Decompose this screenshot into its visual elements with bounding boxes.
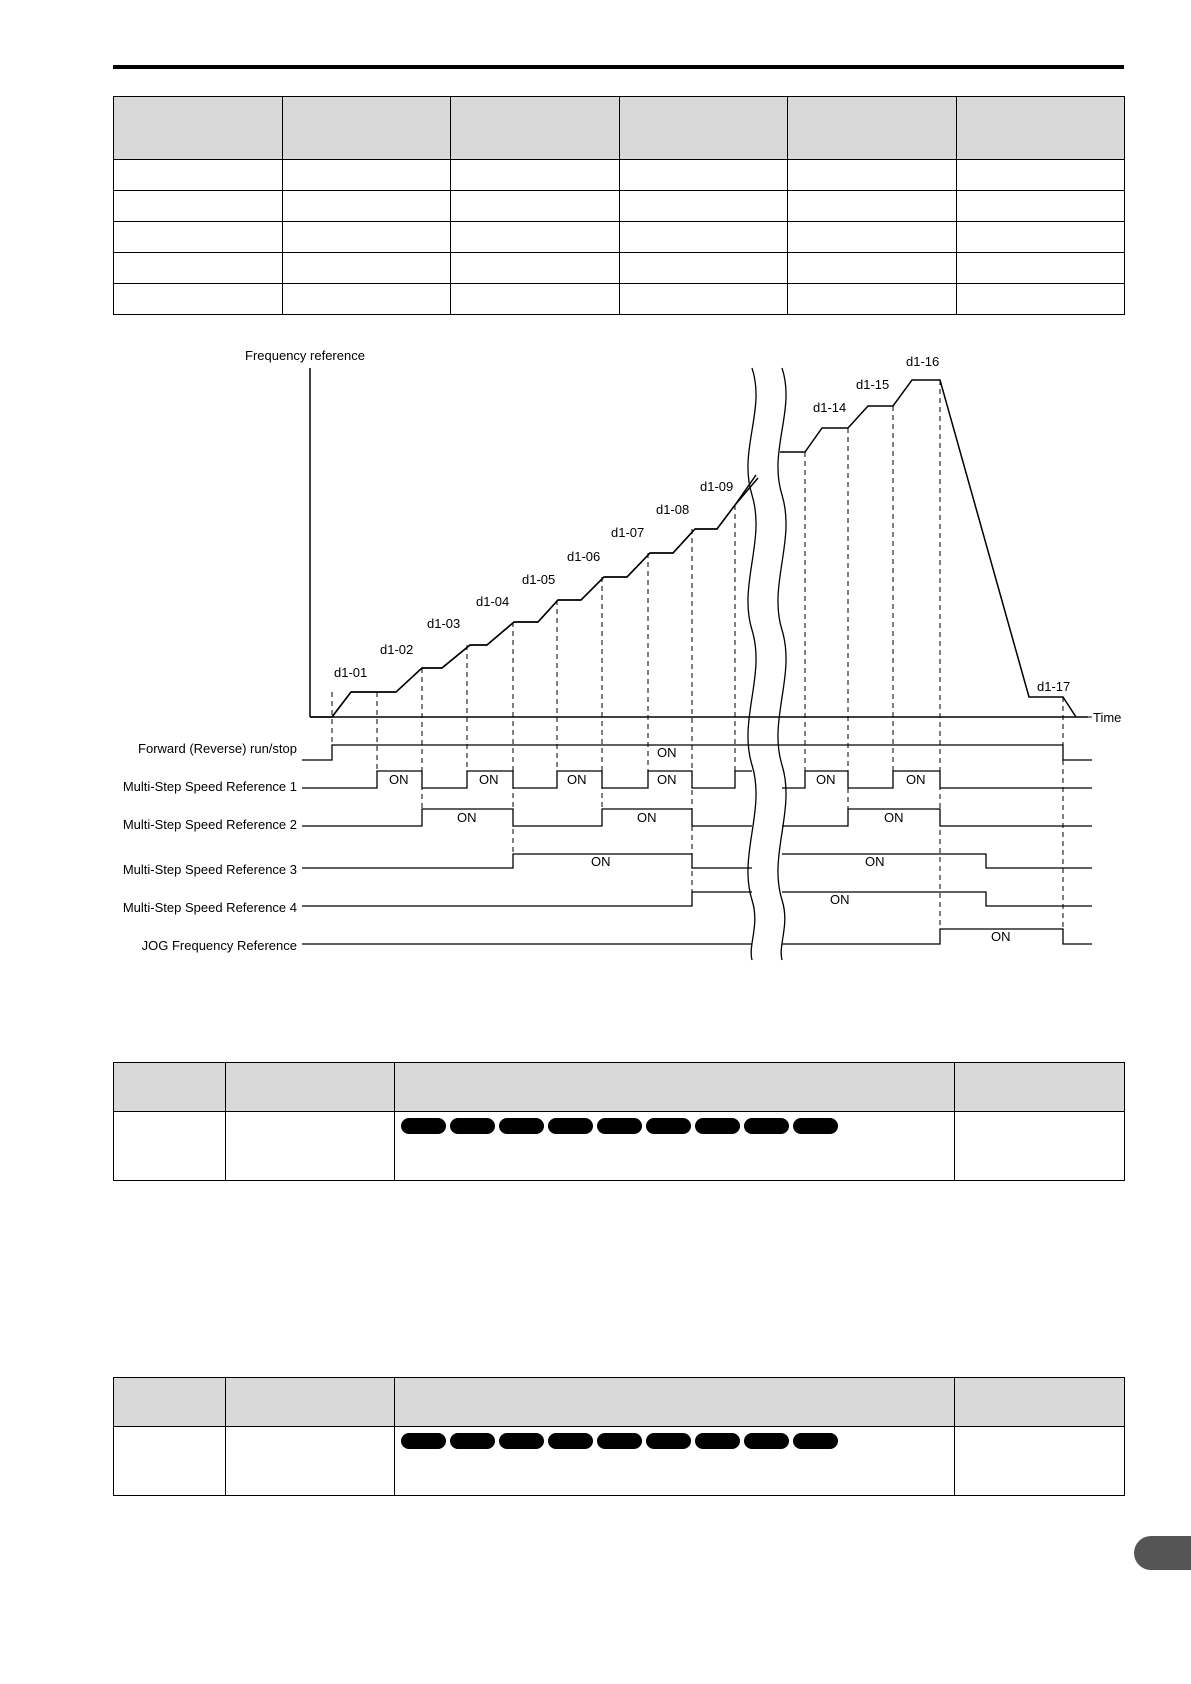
on-label: ON: [657, 772, 677, 787]
step-label: d1-05: [522, 572, 556, 587]
run-signal: [302, 745, 1092, 760]
table-row: [114, 1112, 1125, 1181]
chapter-tab: [1134, 1536, 1191, 1570]
step-label: d1-04: [476, 594, 510, 609]
on-label: ON: [637, 810, 657, 825]
on-label: ON: [906, 772, 926, 787]
control-mode-badge: [450, 1118, 495, 1134]
on-labels: [389, 745, 1011, 944]
on-label: ON: [567, 772, 587, 787]
signal-label: Multi-Step Speed Reference 1: [122, 779, 297, 794]
frequency-profile-upper: [780, 380, 1076, 717]
step-label: d1-17: [1037, 679, 1071, 694]
on-label: ON: [591, 854, 611, 869]
control-mode-badge: [548, 1433, 593, 1449]
control-mode-badge: [401, 1433, 446, 1449]
table-header-row: [114, 1063, 1125, 1112]
speed-ref-2-signal-b: [782, 809, 1092, 826]
parameter-table: [113, 1062, 1125, 1181]
step-label: d1-02: [380, 642, 414, 657]
control-mode-badge: [499, 1118, 544, 1134]
signal-label: Multi-Step Speed Reference 3: [122, 862, 297, 877]
control-mode-badge: [793, 1118, 838, 1134]
signal-label: Multi-Step Speed Reference 4: [122, 900, 297, 915]
signal-waveforms: [302, 745, 1092, 944]
on-label: ON: [830, 892, 850, 907]
on-label: ON: [816, 772, 836, 787]
control-mode-badge: [597, 1433, 642, 1449]
table-header-row: [114, 1378, 1125, 1427]
control-mode-badge: [401, 1118, 446, 1134]
on-label: ON: [865, 854, 885, 869]
frequency-axis: [310, 368, 1092, 717]
speed-ref-4-signal-b: [782, 892, 1092, 906]
control-mode-badge: [499, 1433, 544, 1449]
signal-label: Multi-Step Speed Reference 2: [122, 817, 297, 832]
on-label: ON: [389, 772, 409, 787]
control-mode-badge: [793, 1433, 838, 1449]
parameter-table: [113, 1377, 1125, 1496]
signal-labels: [123, 741, 297, 953]
on-label: ON: [479, 772, 499, 787]
step-label: d1-07: [611, 525, 645, 540]
on-label: ON: [991, 929, 1011, 944]
speed-ref-1-signal: [302, 771, 752, 788]
speed-ref-3-signal: [302, 854, 752, 868]
control-mode-badge: [597, 1118, 642, 1134]
y-axis-label: Frequency reference: [245, 348, 365, 363]
step-label: d1-14: [813, 400, 847, 415]
step-label: d1-16: [906, 354, 940, 369]
on-label: ON: [457, 810, 477, 825]
control-mode-badge: [646, 1118, 691, 1134]
jog-signal-b: [782, 929, 1092, 944]
axis-break: [748, 368, 786, 960]
step-label: d1-09: [700, 479, 734, 494]
speed-ref-4-signal: [302, 892, 752, 906]
step-label: d1-06: [567, 549, 601, 564]
control-mode-badges: [395, 1112, 954, 1134]
control-mode-badge: [450, 1433, 495, 1449]
control-mode-badge: [548, 1118, 593, 1134]
step-label: d1-08: [656, 502, 690, 517]
speed-ref-3-signal-b: [782, 854, 1092, 868]
step-labels: [334, 354, 1070, 694]
signal-label: Forward (Reverse) run/stop: [138, 741, 297, 756]
signal-label: JOG Frequency Reference: [141, 938, 297, 953]
on-label: ON: [884, 810, 904, 825]
step-label: d1-03: [427, 616, 461, 631]
control-mode-badge: [695, 1433, 740, 1449]
control-mode-badge: [695, 1118, 740, 1134]
step-label: d1-15: [856, 377, 890, 392]
control-mode-badge: [646, 1433, 691, 1449]
step-label: d1-01: [334, 665, 368, 680]
frequency-profile-lower: [332, 478, 758, 717]
control-mode-badge: [744, 1433, 789, 1449]
on-label: ON: [657, 745, 677, 760]
control-mode-badges: [395, 1427, 954, 1449]
table-row: [114, 1427, 1125, 1496]
speed-ref-2-signal: [302, 809, 752, 826]
control-mode-badge: [744, 1118, 789, 1134]
x-axis-label: Time: [1093, 710, 1122, 725]
